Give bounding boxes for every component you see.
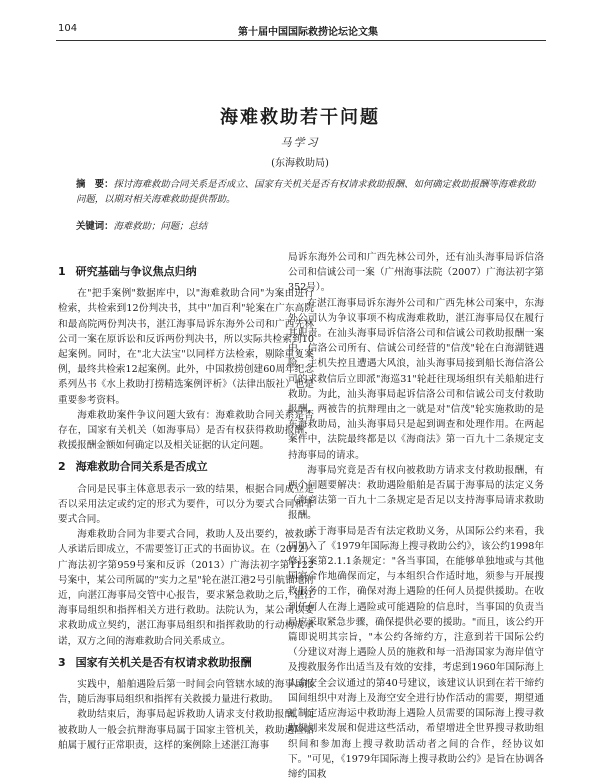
page-number: 104	[58, 23, 78, 34]
section-heading	[58, 459, 314, 474]
running-title: 第十届中国国际救捞论坛论文集	[238, 27, 378, 38]
right-column	[288, 250, 544, 782]
paragraph: 在湛江海事局诉东海外公司和广西先林公司案中，东海外公司认为争议事项不构成海难救助，湛江海事局仅在履行其职责。在汕头海事局诉信洛公司和信诚公司救助报酬一案中，信洛公司所有、信诚公司经营的"信茂"轮在白海湖链遇险，主机失控且遭遇大风浪，汕头海事局接到船长海信洛公司的求救信后立即派"海巡31"轮赶往现场组织有关船舶进行救助。为此，汕头海事局起诉信洛公司和信诚公司支付救助报酬。两被告的抗辩理由之一就是对"信茂"轮实施救助的是东海救助局，汕头海事局只是起到调查和处理作用。在两起案件中，法院最终都是以《海商法》第一百九十二条规定支持海事局的请求。	[288, 297, 544, 461]
section-heading	[58, 264, 314, 279]
section-number: 1	[58, 265, 66, 278]
abstract-text: 探讨海难救助合同关系是否成立、国家有关机关是否有权请求救助报酬、如何确定救助报酬等海难救助问题，以期对相关海难救助提供帮助。	[76, 179, 536, 205]
paragraph: 海事局究竟是否有权向被救助方请求支付救助报酬，有两个问题要解决：救助遇险船舶是否属于海事局的法定义务（海商法第一百九十二条规定是否足以支持海事局请求救助报酬。	[288, 464, 544, 522]
keywords-text: 海难救助；问题；总结	[113, 221, 208, 232]
section-title: 海难救助合同关系是否成立	[75, 460, 208, 474]
affiliation: (东海救助局)	[271, 158, 329, 169]
paragraph: 海难救助合同为非要式合同，救助人及出要约，被救助人承诺后即成立，不需要签订正式的书面协议。在（2012）广海法初字第959号案和反诉（2013）广海法初字第1122号案中，某公司所属的"实力之星"轮在湛江港2号引航锚地附近，向湛江海事局交管中心报告，要求紧急救助之后，湛江海事局组织和指挥相关方进行救助。法院认为，某公司以要求救助成立契约，湛江海事局组织和指挥救助的行动构成承诺，双方之间的海难救助合同关系成立。	[58, 529, 314, 647]
keywords-label: 关键词：	[76, 221, 114, 232]
section-number: 2	[58, 460, 66, 474]
paragraph: 在"把手案例"数据库中，以"海难救助合同"为案由进行检索，共检索到12份判决书，其中"加百利"轮案在广东高院和最高院两份判决书，湛江海事局诉东海外公司和广西先林公司一案在原诉讼和反诉两份判决书，所以实际共检索到10起案例。同时，在"北大法宝"以同样方法检索，剔除重复案例，最终共检索12起案例。此外，中国救捞创建60周年纪念系列丛书《水上救助打捞精选案例评析》（法律出版社）也是重要参考资料。	[58, 288, 314, 406]
abstract	[76, 178, 536, 207]
running-header	[58, 23, 542, 39]
paragraph: 救助结束后，海事局起诉救助人请求支付救助报酬，而被救助人一般会抗辩海事局属于国家主管机关，救助遇险船舶属于履行正常职责，这样的案例除上述湛江海事	[58, 709, 314, 751]
abstract-label: 摘 要：	[76, 179, 114, 190]
section-heading	[58, 655, 314, 670]
section-title: 研究基础与争议焦点归纳	[75, 265, 197, 278]
author: 马学习	[280, 136, 320, 149]
left-column	[58, 258, 314, 753]
paragraph: 关于海事局是否有法定救助义务，从国际公约来看，我国加入了《1979年国际海上搜寻救助公约》，该公约1998年修订案第2.1.1条规定："各当事国，在能够单独地或与其他国家合作地确保而定，与本组织合作适时地，须参与开展搜救服务的工作，确保对海上遇险的任何人员提供援助。在收到任何人在海上遇险或可能遇险的信息时，当事国的负责当局应采取紧急步骤，确保提供必要的援助。"而且，该公约开篇即说明其宗旨，"本公约各缔约方，注意到若干国际公约（分建议对海上遇险人员的施救和每一沿海国家为海岸值守及搜救服务作出适当及有效的安排，考虑到1960年国际海上人命安全会议通过的第40号建议，该建议认识到在若干缔约国间组织中对海上及海空安全进行协作活动的需要，期望通过制定适应海运中救助海上遇险人员需要的国际海上搜寻救助规划来发展和促进这些活动，希望增进全世界搜寻救助组织间和参加海上搜寻救助活动者之间的合作，经协议如下。"可见，《1979年国际海上搜寻救助公约》是旨在协调各缔约国救	[288, 525, 544, 780]
header-rule	[56, 40, 546, 41]
paper-title: 海难救助若干问题	[220, 107, 380, 128]
keywords	[76, 220, 536, 234]
paragraph: 局诉东海外公司和广西先林公司外，还有汕头海事局诉信洛公司和信诚公司一案（广州海事法院（2007）广海法初字第352号）。	[288, 252, 544, 294]
section-title: 国家有关机关是否有权请求救助报酬	[75, 655, 252, 669]
section-number: 3	[58, 655, 66, 669]
paragraph: 海难救助案件争议问题大致有：海难救助合同关系是否存在，国家有关机关（如海事局）是否有权获得救助报酬，救援报酬金额如何确定以及相关证据的认定问题。	[58, 409, 314, 452]
paragraph: 合同是民事主体意思表示一致的结果，根据合同成立是否以采用法定或约定的形式为要件，可以分为要式合同和非要式合同。	[58, 483, 314, 526]
paragraph: 实践中，船舶遇险后第一时间会向管辖水域的海事局报告，随后海事局组织和指挥有关救援力量进行救助。	[58, 679, 314, 706]
